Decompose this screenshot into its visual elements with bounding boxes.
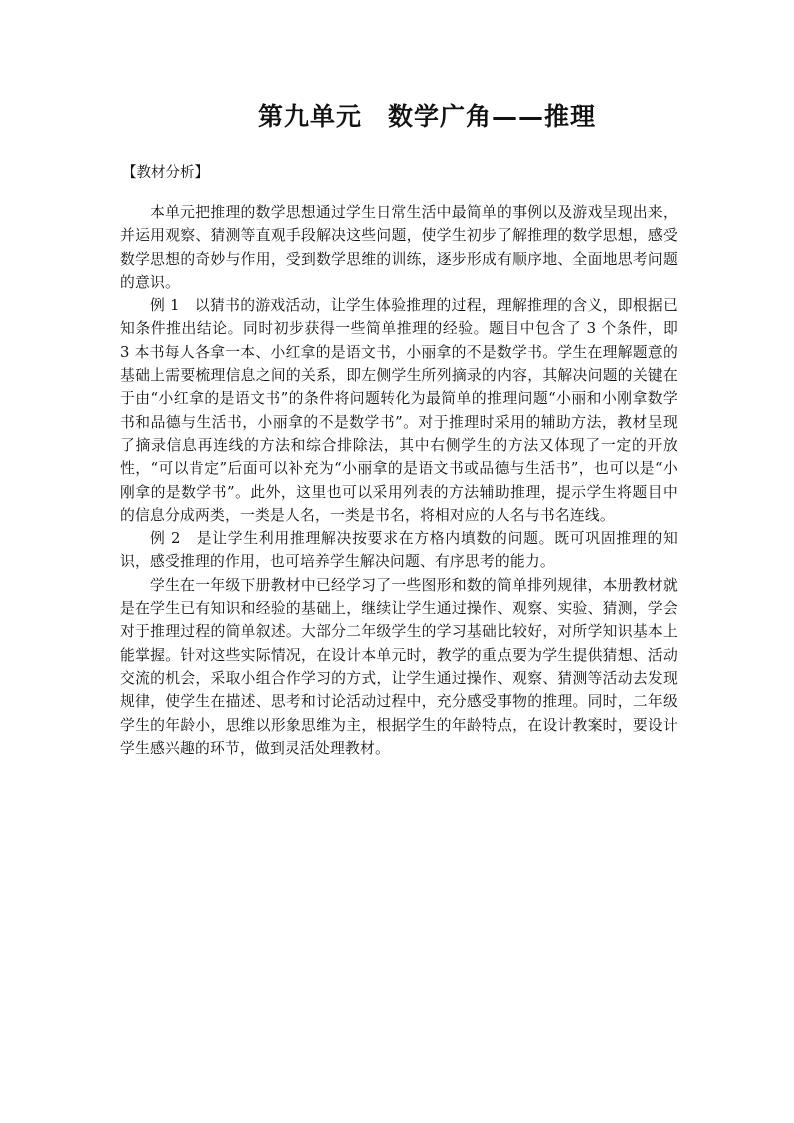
paragraph-teaching-notes: 学生在一年级下册教材中已经学习了一些图形和数的简单排列规律，本册教材就是在学生已有知识和经验的基础上，继续让学生通过操作、观察、实验、猜测，学会对于推理过程的简单叙述。大部分二年级学生的学习基础比较好，对所学知识基本上能掌握。针对这些实际情况，在设计本单元时，教学的重点要为学生提供猜想、活动交流的机会，采取小组合作学习的方式，让学生通过操作、观察、猜测等活动去发现规律，使学生在描述、思考和讨论活动过程中，充分感受事物的推理。同时，二年级学生的年龄小，思维以形象思维为主，根据学生的年龄特点，在设计教案时，要设计学生感兴趣的环节，做到灵活处理教材。: [120, 576, 678, 757]
section-heading: 【教材分析】: [122, 165, 209, 181]
paragraph-example-1: 例 1 以猜书的游戏活动，让学生体验推理的过程，理解推理的含义，即根据已知条件推出结论。同时初步获得一些简单推理的经验。题目中包含了 3 个条件，即 3 本书每人各拿一本、小红拿的是语文书，小丽拿的不是数学书。学生在理解题意的基础上需要梳理信息之间的关系，即左侧学生所列摘录的内容，其解决问题的关键在于由“小红拿的是语文书”的条件将问题转化为最简单的推理问题“小丽和小刚拿数学书和品德与生活书，小丽拿的不是数学书”。对于推理时采用的辅助方法，教材呈现了摘录信息再连线的方法和综合排除法，其中右侧学生的方法又体现了一定的开放性，“可以肯定”后面可以补充为“小丽拿的是语文书或品德与生活书”，也可以是“小刚拿的是数学书”。此外，这里也可以采用列表的方法辅助推理，提示学生将题目中的信息分成两类，一类是人名，一类是书名，将相对应的人名与书名连线。: [120, 297, 678, 524]
title-unit: 第九单元: [257, 102, 362, 131]
document-title: [0, 98, 794, 136]
paragraph-intro: 本单元把推理的数学思想通过学生日常生活中最简单的事例以及游戏呈现出来，并运用观察、猜测等直观手段解决这些问题，使学生初步了解推理的数学思想，感受数学思想的奇妙与作用，受到数学思维的训练，逐步形成有顺序地、全面地思考问题的意识。: [120, 204, 678, 291]
document-body: [120, 201, 678, 760]
paragraph-example-2: 例 2 是让学生利用推理解决按要求在方格内填数的问题。既可巩固推理的知识，感受推理的作用，也可培养学生解决问题、有序思考的能力。: [120, 530, 678, 571]
title-topic: 数学广角——推理: [388, 102, 597, 131]
